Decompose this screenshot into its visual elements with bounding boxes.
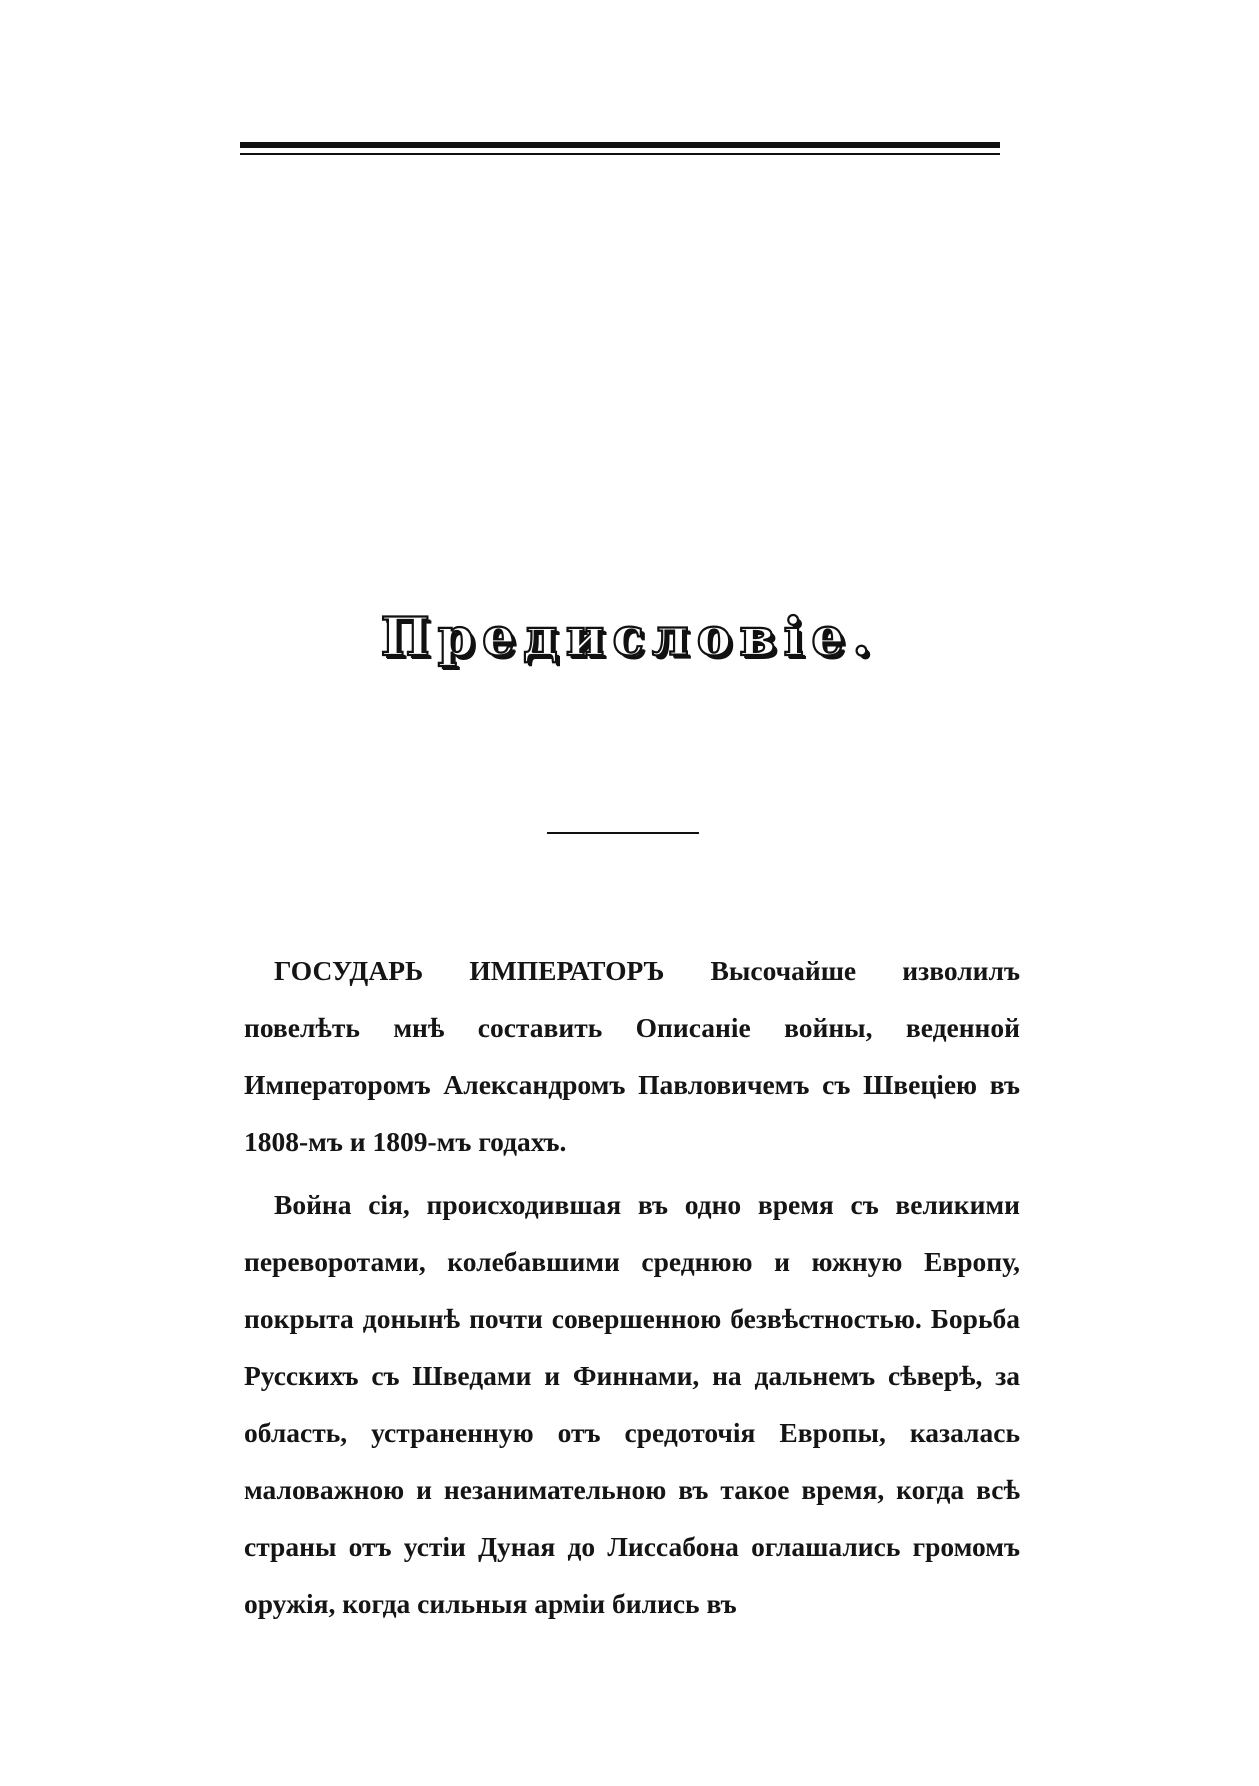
page-title: Предисловіе. [380,607,879,668]
top-rule-thin [240,153,1000,155]
body-text [244,942,1020,1632]
top-rule-thick [240,142,1000,148]
paragraph-1: ГОСУДАРЬ ИМПЕРАТОРЪ Высочайше изволилъ повелѣть мнѣ составить Описаніе войны, веденной Императоромъ Александромъ Павловичемъ съ Швеціею въ 1808-мъ и 1809-мъ годахъ. [244,955,1020,1157]
paragraph-2: Война сія, происходившая въ одно время съ великими переворотами, колебавшими среднюю и южную Европу, покрыта донынѣ почти совершенною безвѣстностью. Борьба Русскихъ съ Шведами и Финнами, на дальнемъ сѣверѣ, за область, устраненную отъ средоточія Европы, казалась маловажною и незанимательною въ такое время, когда всѣ страны отъ устіи Дуная до Лиссабона оглашались громомъ оружія, когда сильныя арміи бились въ [244,1189,1020,1619]
title-divider [547,832,699,834]
